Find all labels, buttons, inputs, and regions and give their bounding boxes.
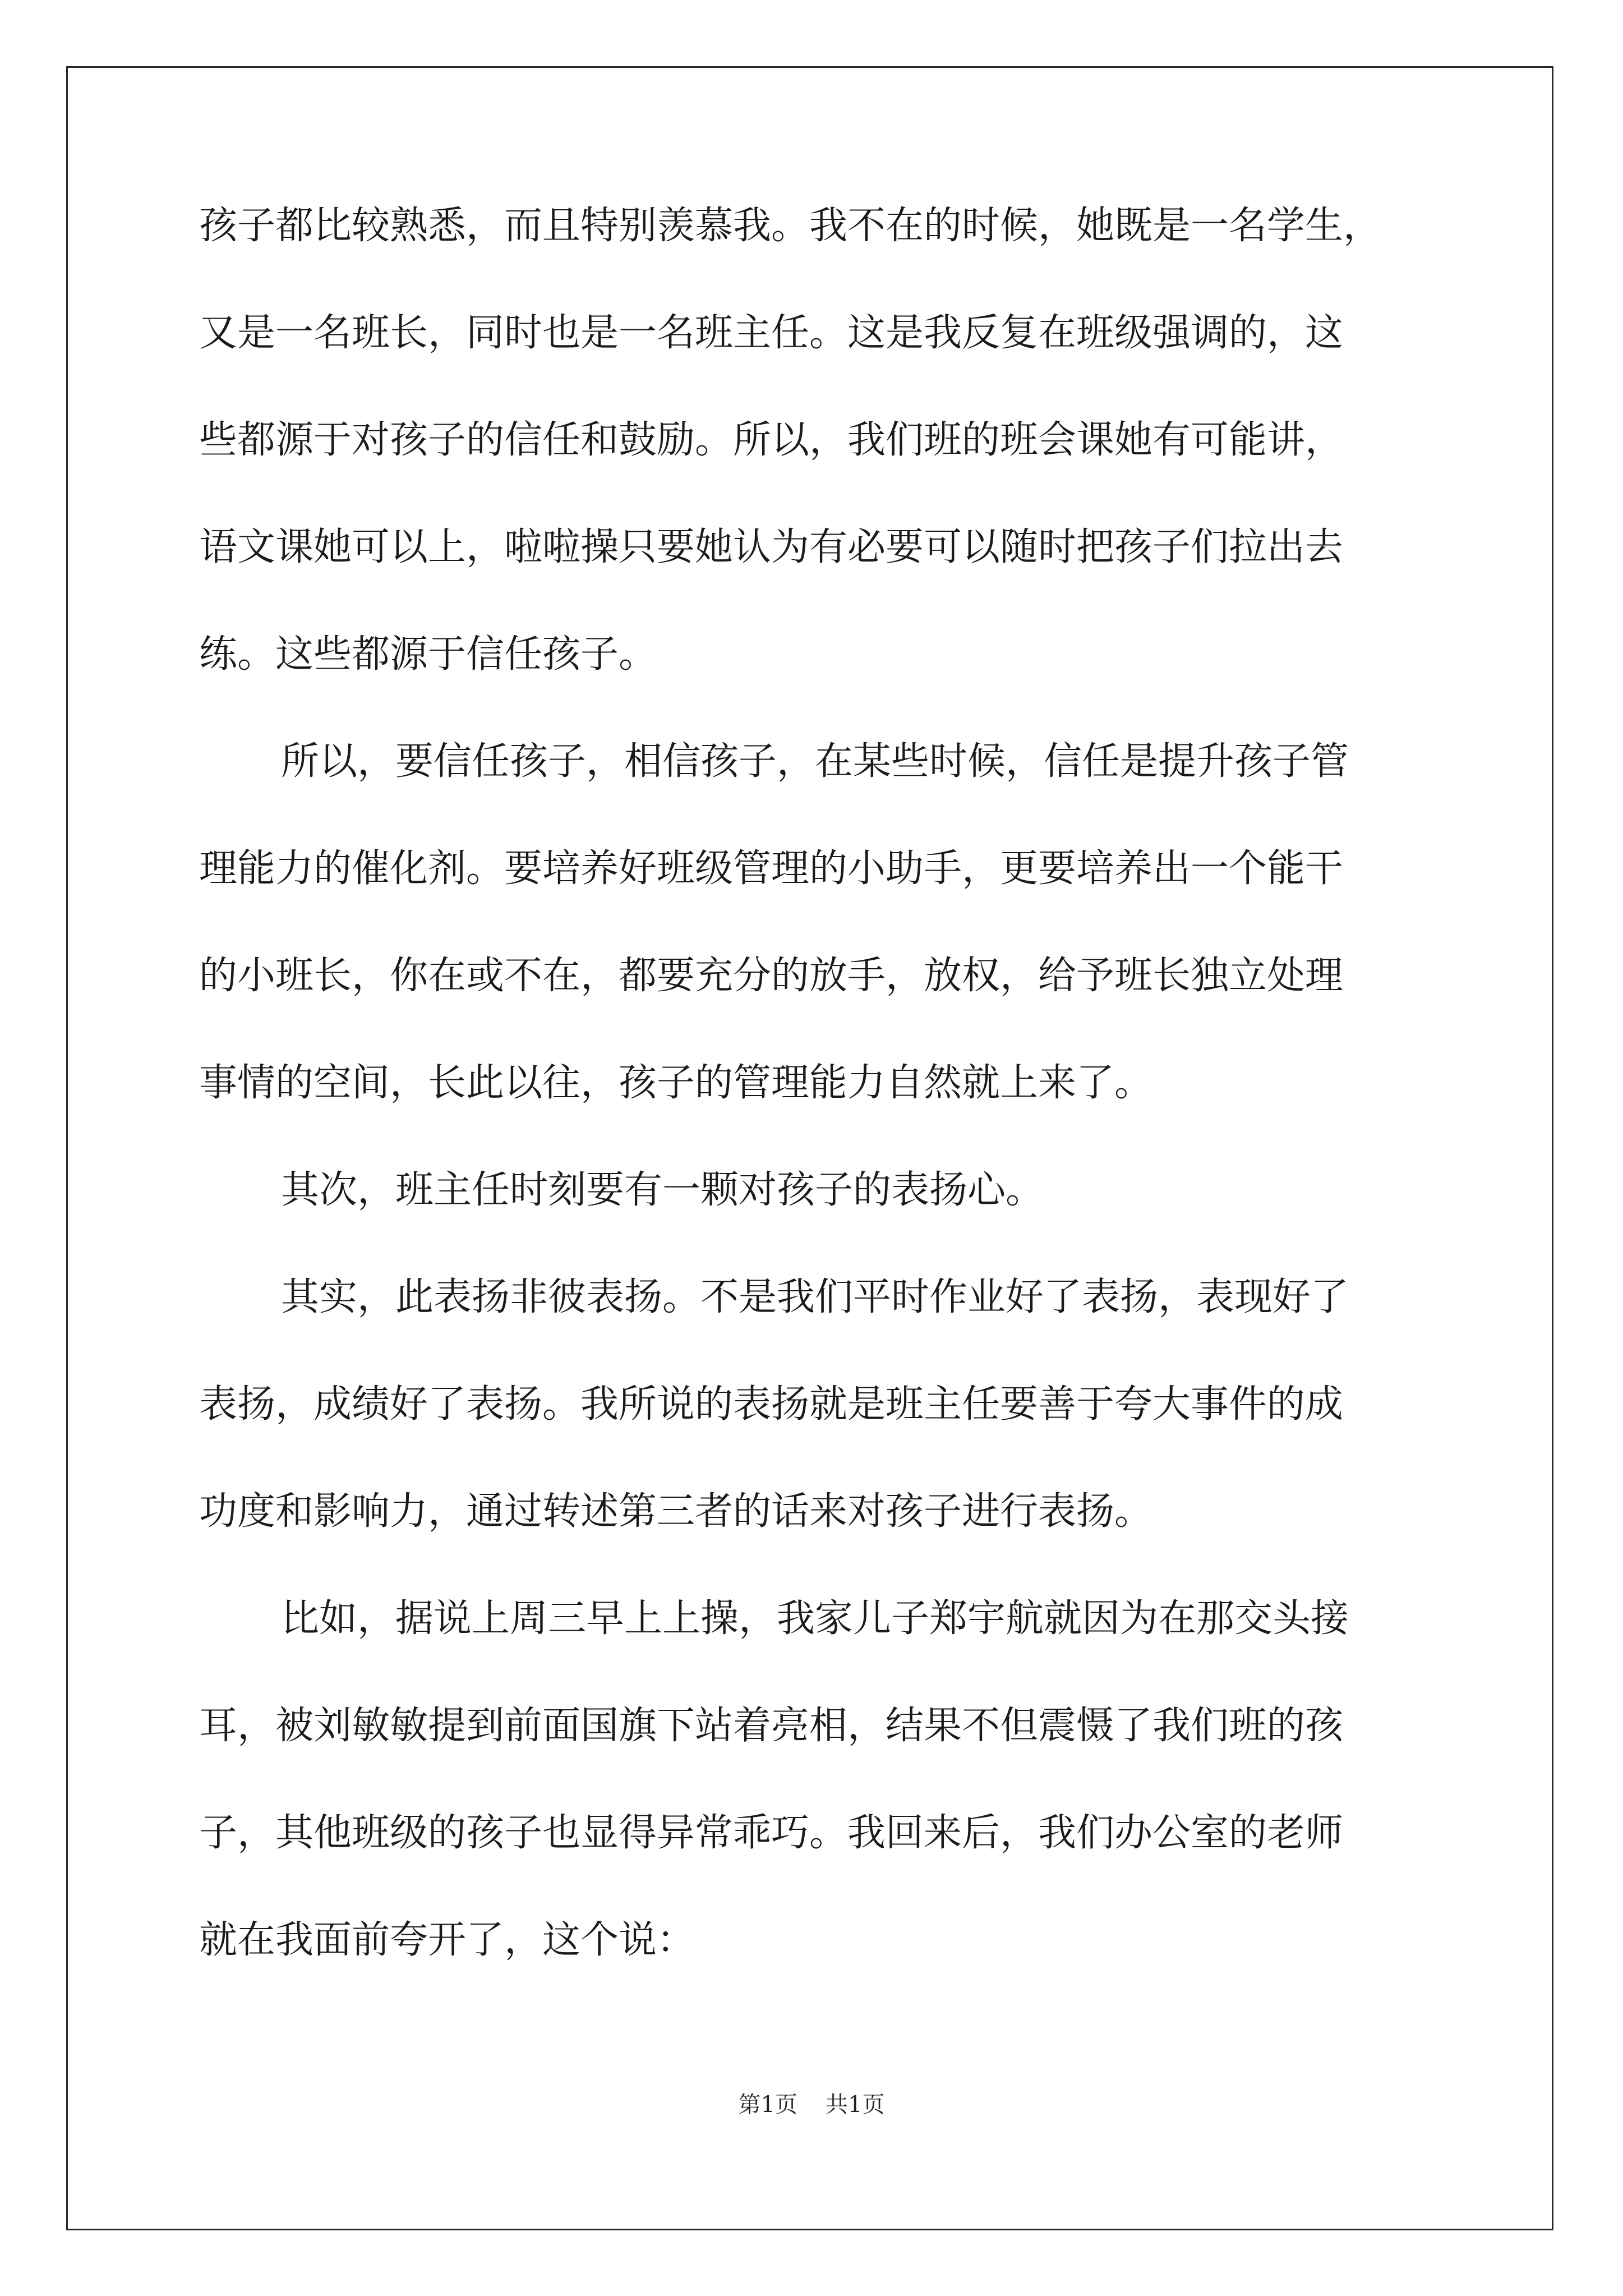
- text-line: 孩子都比较熟悉，而且特别羡慕我。我不在的时候，她既是一名学生，: [199, 204, 1382, 248]
- text-line: 子，其他班级的孩子也显得异常乖巧。我回来后，我们办公室的老师: [199, 1811, 1344, 1855]
- text-line: 事情的空间，长此以往，孩子的管理能力自然就上来了。: [199, 1061, 1153, 1105]
- text-line: 的小班长，你在或不在，都要充分的放手，放权，给予班长独立处理: [199, 954, 1344, 998]
- text-line: 其实，此表扬非彼表扬。不是我们平时作业好了表扬，表现好了: [281, 1275, 1349, 1319]
- text-line: 其次，班主任时刻要有一颗对孩子的表扬心。: [281, 1168, 1044, 1212]
- text-line: 功度和影响力，通过转述第三者的话来对孩子进行表扬。: [199, 1489, 1153, 1534]
- page-footer: [0, 2088, 1623, 2122]
- text-line: 语文课她可以上，啦啦操只要她认为有必要可以随时把孩子们拉出去: [199, 525, 1344, 569]
- text-line: 理能力的催化剂。要培养好班级管理的小助手，更要培养出一个能干: [199, 846, 1344, 891]
- text-line: 练。这些都源于信任孩子。: [199, 632, 657, 677]
- page-border: [66, 66, 1553, 2230]
- page-number-total: 共1页: [826, 2092, 885, 2118]
- page-number-current: 第1页: [738, 2092, 797, 2118]
- text-line: 表扬，成绩好了表扬。我所说的表扬就是班主任要善于夸大事件的成: [199, 1382, 1344, 1427]
- text-line: 又是一名班长，同时也是一名班主任。这是我反复在班级强调的，这: [199, 311, 1344, 355]
- text-line: 所以，要信任孩子，相信孩子，在某些时候，信任是提升孩子管: [281, 739, 1349, 784]
- text-line: 耳，被刘敏敏提到前面国旗下站着亮相，结果不但震慑了我们班的孩: [199, 1704, 1344, 1748]
- text-line: 就在我面前夸开了，这个说：: [199, 1918, 695, 1962]
- text-line: 比如，据说上周三早上上操，我家儿子郑宇航就因为在那交头接: [281, 1596, 1349, 1641]
- text-line: 些都源于对孩子的信任和鼓励。所以，我们班的班会课她有可能讲，: [199, 418, 1344, 462]
